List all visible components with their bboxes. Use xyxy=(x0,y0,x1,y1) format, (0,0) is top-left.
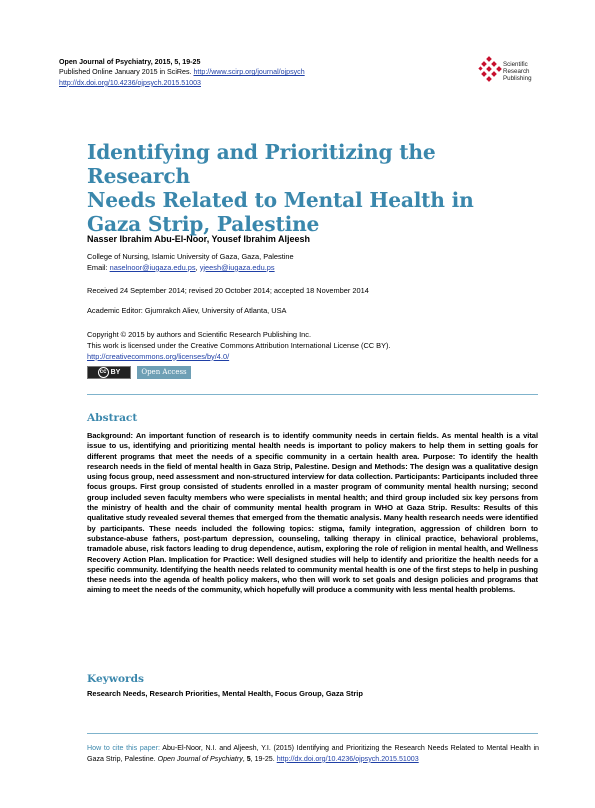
abstract-heading: Abstract xyxy=(87,412,138,424)
journal-url-link[interactable]: http://www.scirp.org/journal/ojpsych xyxy=(193,68,305,77)
keywords-list: Research Needs, Research Priorities, Mental Health, Focus Group, Gaza Strip xyxy=(87,689,363,698)
received-dates: Received 24 September 2014; revised 20 October 2014; accepted 18 November 2014 xyxy=(87,286,369,295)
title-line: Needs Related to Mental Health in xyxy=(87,188,474,212)
publisher-line-2: Research xyxy=(503,68,530,76)
citation-journal: Open Journal of Psychiatry xyxy=(157,754,243,763)
paper-title xyxy=(87,140,527,236)
email-link-2[interactable]: yjeesh@iugaza.edu.ps xyxy=(199,262,275,272)
citation-pages: , 19-25. xyxy=(250,754,275,763)
journal-citation: Open Journal of Psychiatry, 2015, 5, 19-25 xyxy=(59,58,201,66)
license-link[interactable]: http://creativecommons.org/licenses/by/4.0/ xyxy=(87,351,230,361)
abstract-text: Background: An important function of research is to identify community needs in certain fields. As mental health is a vital issue to us, identifying and prioritizing mental health needs is important to policy makers to help them in setting goals for different programs that meet the needs of a specific community in a certain health area. Purpose: To identify the health research needs in the field of mental health in Gaza Strip, Palestine. Design and Methods: The design was a qualitative design using focus group, need assessment and non-structured interview for data collection. Participants: Participants included three focus groups. First group consisted of students enrolled in a master program of community mental health nursing; second group included seven faculty members who were specialists in mental health; and third group included six key persons from the ministry of health and the chair of community mental health program in WHO at Gaza Strip. Results: Results of this qualitative study revealed several themes that emerged from the thematic analysis. Many health research needs were identified by participants. These needs included the following topics: stigma, family integration, aggression of children born to substance-abuse fathers, post-partum depression, counseling, talking therapy in clinical practice, behavioral problems, tramadole abuse, risk factors leading to drug dependence, autism, exploring the role of religion in mental health, and Wellness Recovery Action Plan. Implication for Practice: Well designed studies will help to identify and prioritize the health needs for a specific community. Identifying the health needs related to community mental health is one of the first steps to help in pushing these needs into the agenda of health policy makers, who then will work to set goals and design policies and programs that aiming to meet the needs of the community, which hopefully will produce a community with less mental health problems. xyxy=(87,431,538,595)
license-text: This work is licensed under the Creative Commons Attribution International License (CC BY). xyxy=(87,340,391,350)
journal-header xyxy=(59,57,305,88)
by-label: BY xyxy=(110,368,121,376)
open-access-badge: Open Access xyxy=(137,366,191,379)
how-to-cite: How to cite this paper: Abu-El-Noor, N.I. and Aljeesh, Y.I. (2015) Identifying and Prioritizing the Research Needs Related to Mental Health in Gaza Strip, Palestine. Open Journal of Psychiatry, 5, 19-25. http://dx.doi.org/10.4236/ojpsych.2015.51003 xyxy=(87,744,539,763)
publisher-name xyxy=(503,61,532,83)
title-line: Identifying and Prioritizing the Research xyxy=(87,140,436,188)
affiliation-block xyxy=(87,252,294,274)
cc-icon: cc xyxy=(98,367,109,378)
footer-divider xyxy=(87,733,538,734)
publisher-line-3: Publishing xyxy=(503,75,532,83)
cc-by-badge[interactable] xyxy=(87,366,131,379)
copyright: Copyright © 2015 by authors and Scientific Research Publishing Inc. xyxy=(87,330,312,339)
citation-doi-link[interactable]: http://dx.doi.org/10.4236/ojpsych.2015.51003 xyxy=(276,754,419,763)
section-divider xyxy=(87,394,538,395)
authors: Nasser Ibrahim Abu-El-Noor, Yousef Ibrahim Aljeesh xyxy=(87,234,311,244)
email-line: Email: naselnoor@iugaza.edu.ps, yjeesh@iugaza.edu.ps xyxy=(87,262,275,272)
published-online-line xyxy=(59,67,305,77)
doi-link[interactable]: http://dx.doi.org/10.4236/ojpsych.2015.51003 xyxy=(59,78,201,87)
publisher-logo xyxy=(478,56,558,86)
affiliation: College of Nursing, Islamic University of Gaza, Gaza, Palestine xyxy=(87,252,294,261)
copyright-block xyxy=(87,330,391,362)
email-link-1[interactable]: naselnoor@iugaza.edu.ps xyxy=(109,262,196,272)
citation-text: Abu-El-Noor, N.I. and Aljeesh, Y.I. (2015) Identifying and Prioritizing the Research Needs Related to Mental Health in Gaza Strip, Palestine. xyxy=(87,744,539,763)
publisher-line-1: Scientific xyxy=(503,61,528,68)
license-badges xyxy=(87,365,191,379)
how-to-cite-label: How to cite this paper: xyxy=(87,744,160,752)
keywords-heading: Keywords xyxy=(87,673,145,685)
academic-editor: Academic Editor: Gjumrakch Aliev, University of Atlanta, USA xyxy=(87,306,287,315)
published-online-text: Published Online January 2015 in SciRes. xyxy=(59,68,192,77)
scirp-logo-icon xyxy=(478,56,504,84)
email-label: Email: xyxy=(87,262,108,272)
title-line: Gaza Strip, Palestine xyxy=(87,212,320,236)
citation-volume: 5 xyxy=(246,754,251,763)
